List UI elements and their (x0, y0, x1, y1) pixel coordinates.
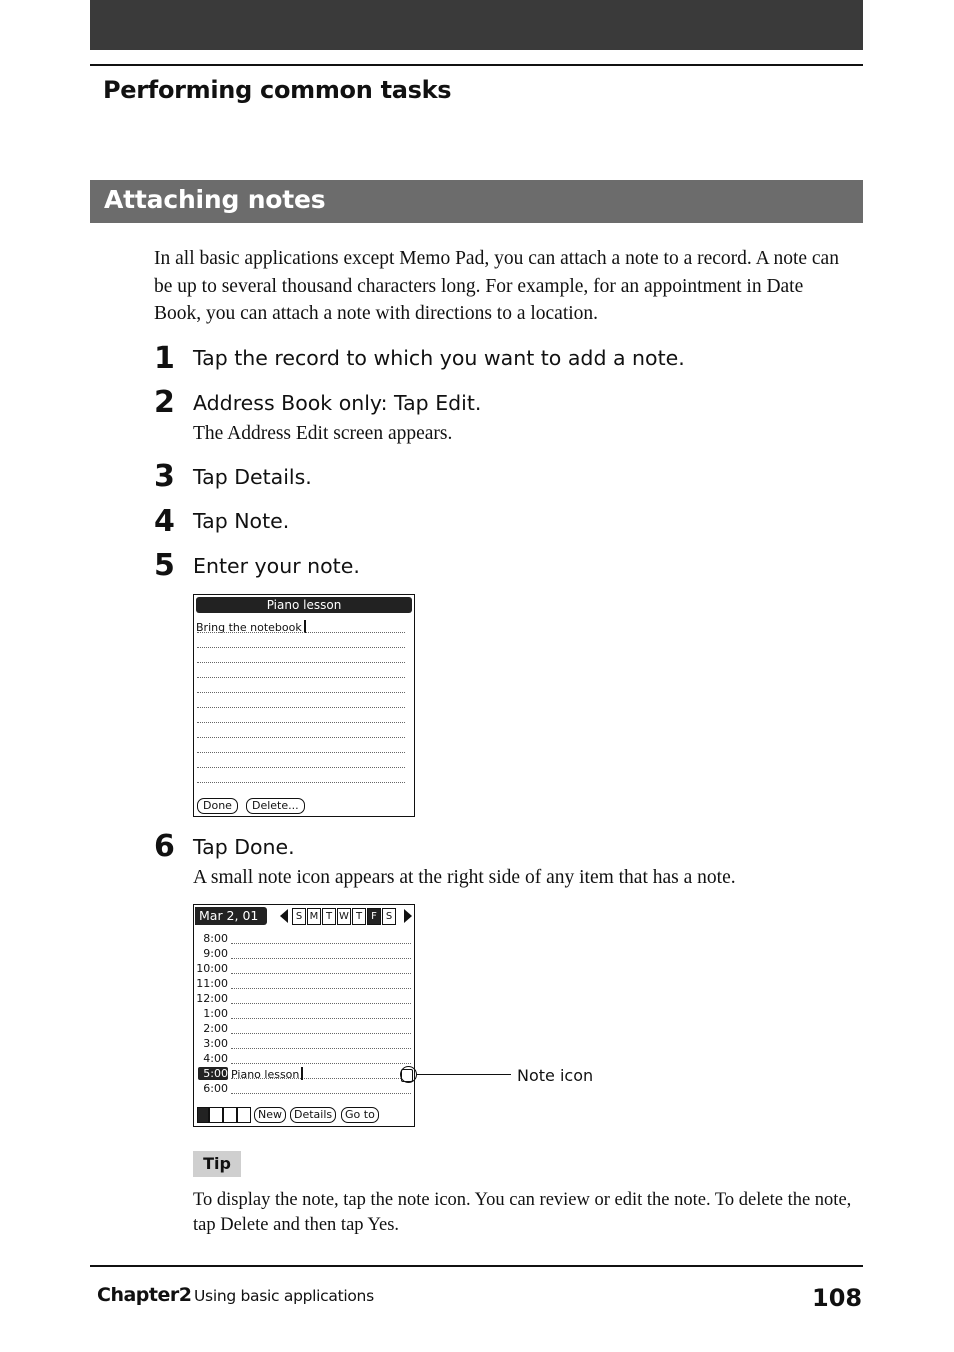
step-2-text: Address Book only: Tap Edit. (193, 391, 482, 415)
weekday-button[interactable]: T (352, 908, 366, 925)
footer-chapter: Chapter2 (97, 1284, 192, 1306)
delete-button[interactable]: Delete... (246, 798, 305, 814)
note-screenshot (193, 594, 415, 817)
weekday-button[interactable]: W (337, 908, 351, 925)
hour-label[interactable]: 1:00 (203, 1007, 228, 1020)
hour-line (231, 1048, 411, 1049)
step-6-number: 6 (154, 829, 175, 864)
step-6-text: Tap Done. (193, 835, 295, 859)
step-3-text: Tap Details. (193, 465, 312, 489)
note-title: Piano lesson (196, 597, 412, 613)
callout-label: Note icon (517, 1066, 594, 1085)
month-view-icon[interactable] (223, 1107, 237, 1123)
hour-line (231, 943, 411, 944)
hour-label[interactable]: 6:00 (203, 1082, 228, 1095)
date-title[interactable]: Mar 2, 01 (195, 907, 267, 925)
callout-line (417, 1074, 511, 1075)
day-view-icon[interactable] (197, 1107, 209, 1123)
hour-label[interactable]: 11:00 (196, 977, 228, 990)
hour-label[interactable]: 12:00 (196, 992, 228, 1005)
note-line (197, 632, 405, 633)
hour-line (231, 1093, 411, 1094)
hour-line (231, 1063, 411, 1064)
step-3-number: 3 (154, 459, 175, 494)
hour-label[interactable]: 8:00 (203, 932, 228, 945)
hour-label[interactable]: 9:00 (203, 947, 228, 960)
tip-label: Tip (193, 1151, 241, 1177)
top-bar (90, 0, 863, 50)
note-line (197, 647, 405, 648)
note-line (197, 692, 405, 693)
section-title: Performing common tasks (103, 76, 452, 104)
day-view-screenshot (193, 904, 415, 1127)
weekday-button[interactable]: M (307, 908, 321, 925)
hour-line (231, 1003, 411, 1004)
appointment-entry[interactable] (231, 1067, 303, 1081)
step-2-number: 2 (154, 385, 175, 420)
intro-paragraph: In all basic applications except Memo Pad, you can attach a note to a record. A note can be up to several thousand characters long. For example, for an appointment in Date Book, you can attach a note with directions to a location. (154, 248, 839, 324)
weekday-button[interactable]: T (322, 908, 336, 925)
hour-line (231, 988, 411, 989)
next-week-arrow-icon[interactable] (404, 909, 412, 923)
details-button[interactable]: Details (290, 1107, 336, 1123)
hour-line (231, 1033, 411, 1034)
note-line (197, 662, 405, 663)
note-text: Bring the notebook (196, 621, 302, 634)
hour-line (231, 1018, 411, 1019)
footer-rule (90, 1265, 863, 1267)
note-line (197, 707, 405, 708)
new-button[interactable]: New (254, 1107, 286, 1123)
note-line (197, 752, 405, 753)
appointment-text: Piano lesson (231, 1068, 300, 1081)
page-number: 108 (812, 1284, 863, 1312)
note-line (197, 677, 405, 678)
weekday-button[interactable]: S (292, 908, 306, 925)
week-view-icon[interactable] (209, 1107, 223, 1123)
page-heading: Attaching notes (104, 185, 326, 214)
hour-label[interactable]: 5:00 (198, 1067, 228, 1080)
hour-line (231, 958, 411, 959)
step-2-subtext: The Address Edit screen appears. (193, 423, 453, 444)
goto-button[interactable]: Go to (341, 1107, 379, 1123)
note-line (197, 722, 405, 723)
note-line (197, 782, 405, 783)
note-line (197, 767, 405, 768)
hour-label[interactable]: 2:00 (203, 1022, 228, 1035)
agenda-view-icon[interactable] (237, 1107, 251, 1123)
note-line (197, 737, 405, 738)
previous-week-arrow-icon[interactable] (280, 909, 288, 923)
hour-line (231, 973, 411, 974)
weekday-button[interactable]: F (367, 908, 381, 925)
header-rule (90, 64, 863, 66)
hour-label[interactable]: 10:00 (196, 962, 228, 975)
step-6-subtext: A small note icon appears at the right side of any item that has a note. (193, 867, 736, 888)
step-4-number: 4 (154, 504, 175, 539)
step-1-number: 1 (154, 341, 175, 376)
footer-chapter-title: Using basic applications (194, 1287, 374, 1305)
done-button[interactable]: Done (197, 798, 238, 814)
step-4-text: Tap Note. (193, 509, 290, 533)
text-cursor (301, 1067, 303, 1080)
step-5-number: 5 (154, 548, 175, 583)
hour-label[interactable]: 3:00 (203, 1037, 228, 1050)
step-1-text: Tap the record to which you want to add a note. (193, 346, 685, 370)
step-5-text: Enter your note. (193, 554, 360, 578)
tip-text: To display the note, tap the note icon. You can review or edit the note. To delete the note, tap Delete and then tap Yes. (193, 1190, 852, 1235)
callout-circle (400, 1066, 417, 1083)
weekday-button[interactable]: S (382, 908, 396, 925)
hour-label[interactable]: 4:00 (203, 1052, 228, 1065)
